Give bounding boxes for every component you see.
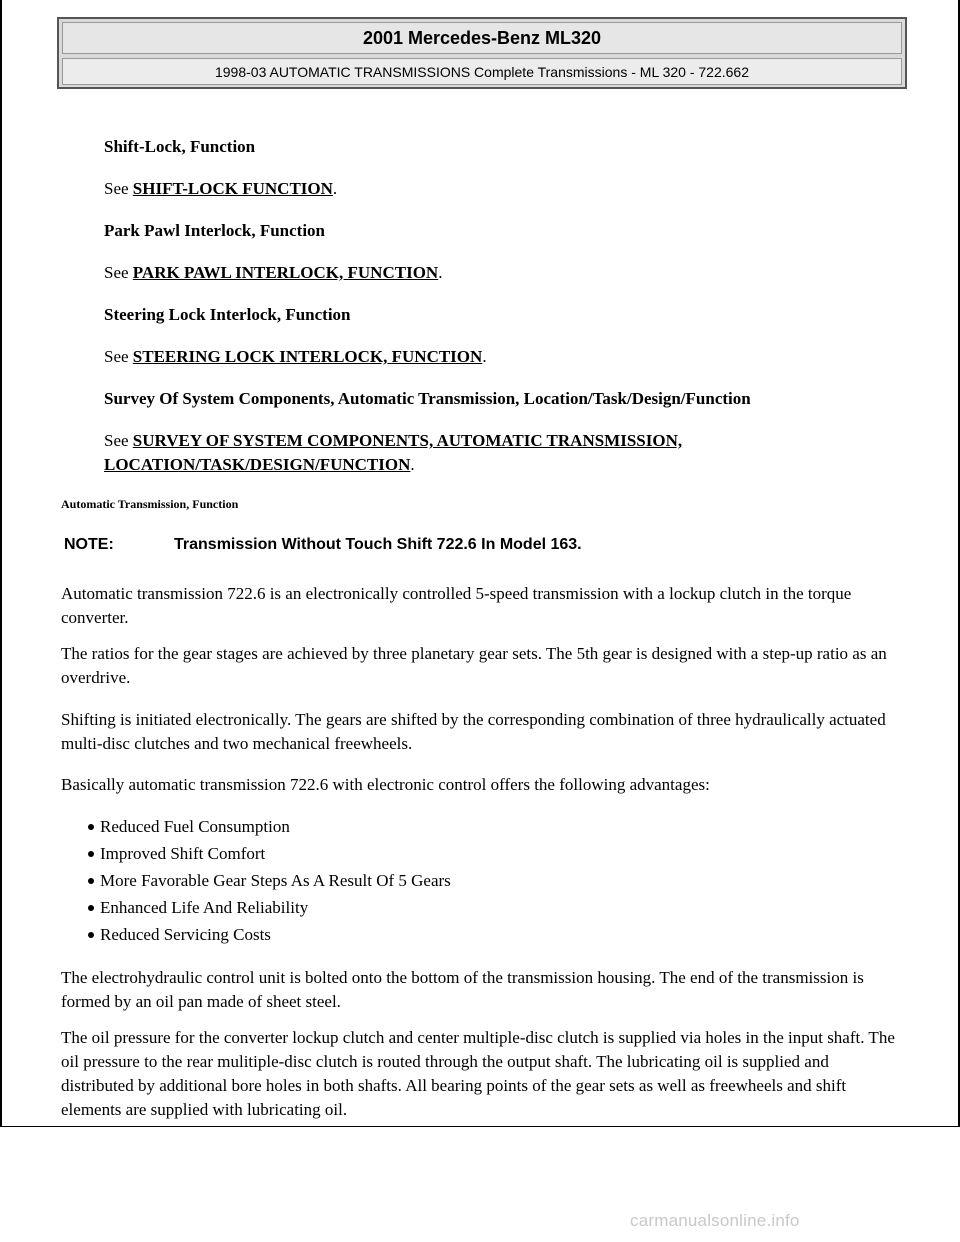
list-item — [88, 813, 451, 840]
list-item-text: More Favorable Gear Steps As A Result Of 5 Gears — [100, 870, 451, 890]
section-heading-park-pawl: Park Pawl Interlock, Function — [104, 221, 325, 240]
list-item — [88, 921, 451, 948]
note-text: Transmission Without Touch Shift 722.6 In Model 163. — [174, 536, 582, 553]
section-see-survey — [104, 429, 682, 453]
list-item-text: Reduced Fuel Consumption — [100, 816, 290, 836]
section-heading-shift-lock: Shift-Lock, Function — [104, 137, 256, 156]
period: . — [482, 347, 487, 366]
list-item-text: Improved Shift Comfort — [100, 843, 266, 863]
see-text: See — [104, 347, 133, 366]
list-item — [88, 840, 451, 867]
page-bottom-border — [0, 1126, 960, 1127]
section-heading-steering-lock: Steering Lock Interlock, Function — [104, 305, 351, 324]
link-survey-line2[interactable]: LOCATION/TASK/DESIGN/FUNCTION — [104, 455, 411, 474]
see-text: See — [104, 179, 133, 198]
section-see-park-pawl — [104, 261, 442, 285]
see-text: See — [104, 263, 133, 282]
section-see-steering-lock — [104, 345, 487, 369]
list-item-text: Reduced Servicing Costs — [100, 924, 271, 944]
note-label: NOTE: — [64, 536, 114, 553]
section-see-survey-line2 — [104, 453, 415, 477]
paragraph-4: Basically automatic transmission 722.6 with electronic control offers the following advantages: — [61, 775, 710, 794]
link-survey-line1[interactable]: SURVEY OF SYSTEM COMPONENTS, AUTOMATIC TRANSMISSION, — [132, 431, 683, 450]
paragraph-1: Automatic transmission 722.6 is an electronically controlled 5-speed transmission with a lockup clutch in the torque converter. — [61, 584, 852, 627]
link-steering-lock-interlock[interactable]: STEERING LOCK INTERLOCK, FUNCTION — [132, 347, 483, 366]
paragraph-3: Shifting is initiated electronically. The gears are shifted by the corresponding combination of three hydraulically actuated multi-disc clutches and two mechanical freewheels. — [61, 710, 886, 753]
list-item-text: Enhanced Life And Reliability — [100, 897, 309, 917]
see-text: See — [104, 431, 133, 450]
subheading-automatic-transmission: Automatic Transmission, Function — [61, 497, 239, 511]
paragraph-5: The electrohydraulic control unit is bolted onto the bottom of the transmission housing. The end of the transmission is formed by an oil pan made of sheet steel. — [61, 968, 864, 1011]
document-header — [57, 17, 907, 89]
bullet-icon — [88, 878, 94, 884]
list-item — [88, 867, 451, 894]
bullet-icon — [88, 932, 94, 938]
bullet-icon — [88, 824, 94, 830]
advantages-list — [88, 813, 451, 948]
bullet-icon — [88, 851, 94, 857]
period: . — [438, 263, 443, 282]
link-shift-lock-function[interactable]: SHIFT-LOCK FUNCTION — [132, 179, 333, 198]
period: . — [410, 455, 415, 474]
link-park-pawl-interlock[interactable]: PARK PAWL INTERLOCK, FUNCTION — [132, 263, 439, 282]
paragraph-2: The ratios for the gear stages are achieved by three planetary gear sets. The 5th gear is designed with a step-up ratio as an overdrive. — [61, 644, 887, 687]
list-item — [88, 894, 451, 921]
watermark: carmanualsonline.info — [630, 1211, 800, 1230]
header-subtitle: 1998-03 AUTOMATIC TRANSMISSIONS Complete Transmissions - ML 320 - 722.662 — [62, 58, 902, 85]
section-see-shift-lock — [104, 177, 337, 201]
period: . — [332, 179, 338, 198]
bullet-icon — [88, 905, 94, 911]
paragraph-6: The oil pressure for the converter lockup clutch and center multiple-disc clutch is supplied via holes in the input shaft. The oil pressure to the rear mulitiple-disc clutch is routed through the output shaft. The lubricating oil is supplied and distributed by additional bore holes in both shafts. All bearing points of the gear sets as well as freewheels and shift elements are supplied with lubricating oil. — [61, 1028, 895, 1119]
section-heading-survey: Survey Of System Components, Automatic Transmission, Location/Task/Design/Function — [104, 389, 751, 408]
header-title: 2001 Mercedes-Benz ML320 — [62, 22, 902, 54]
